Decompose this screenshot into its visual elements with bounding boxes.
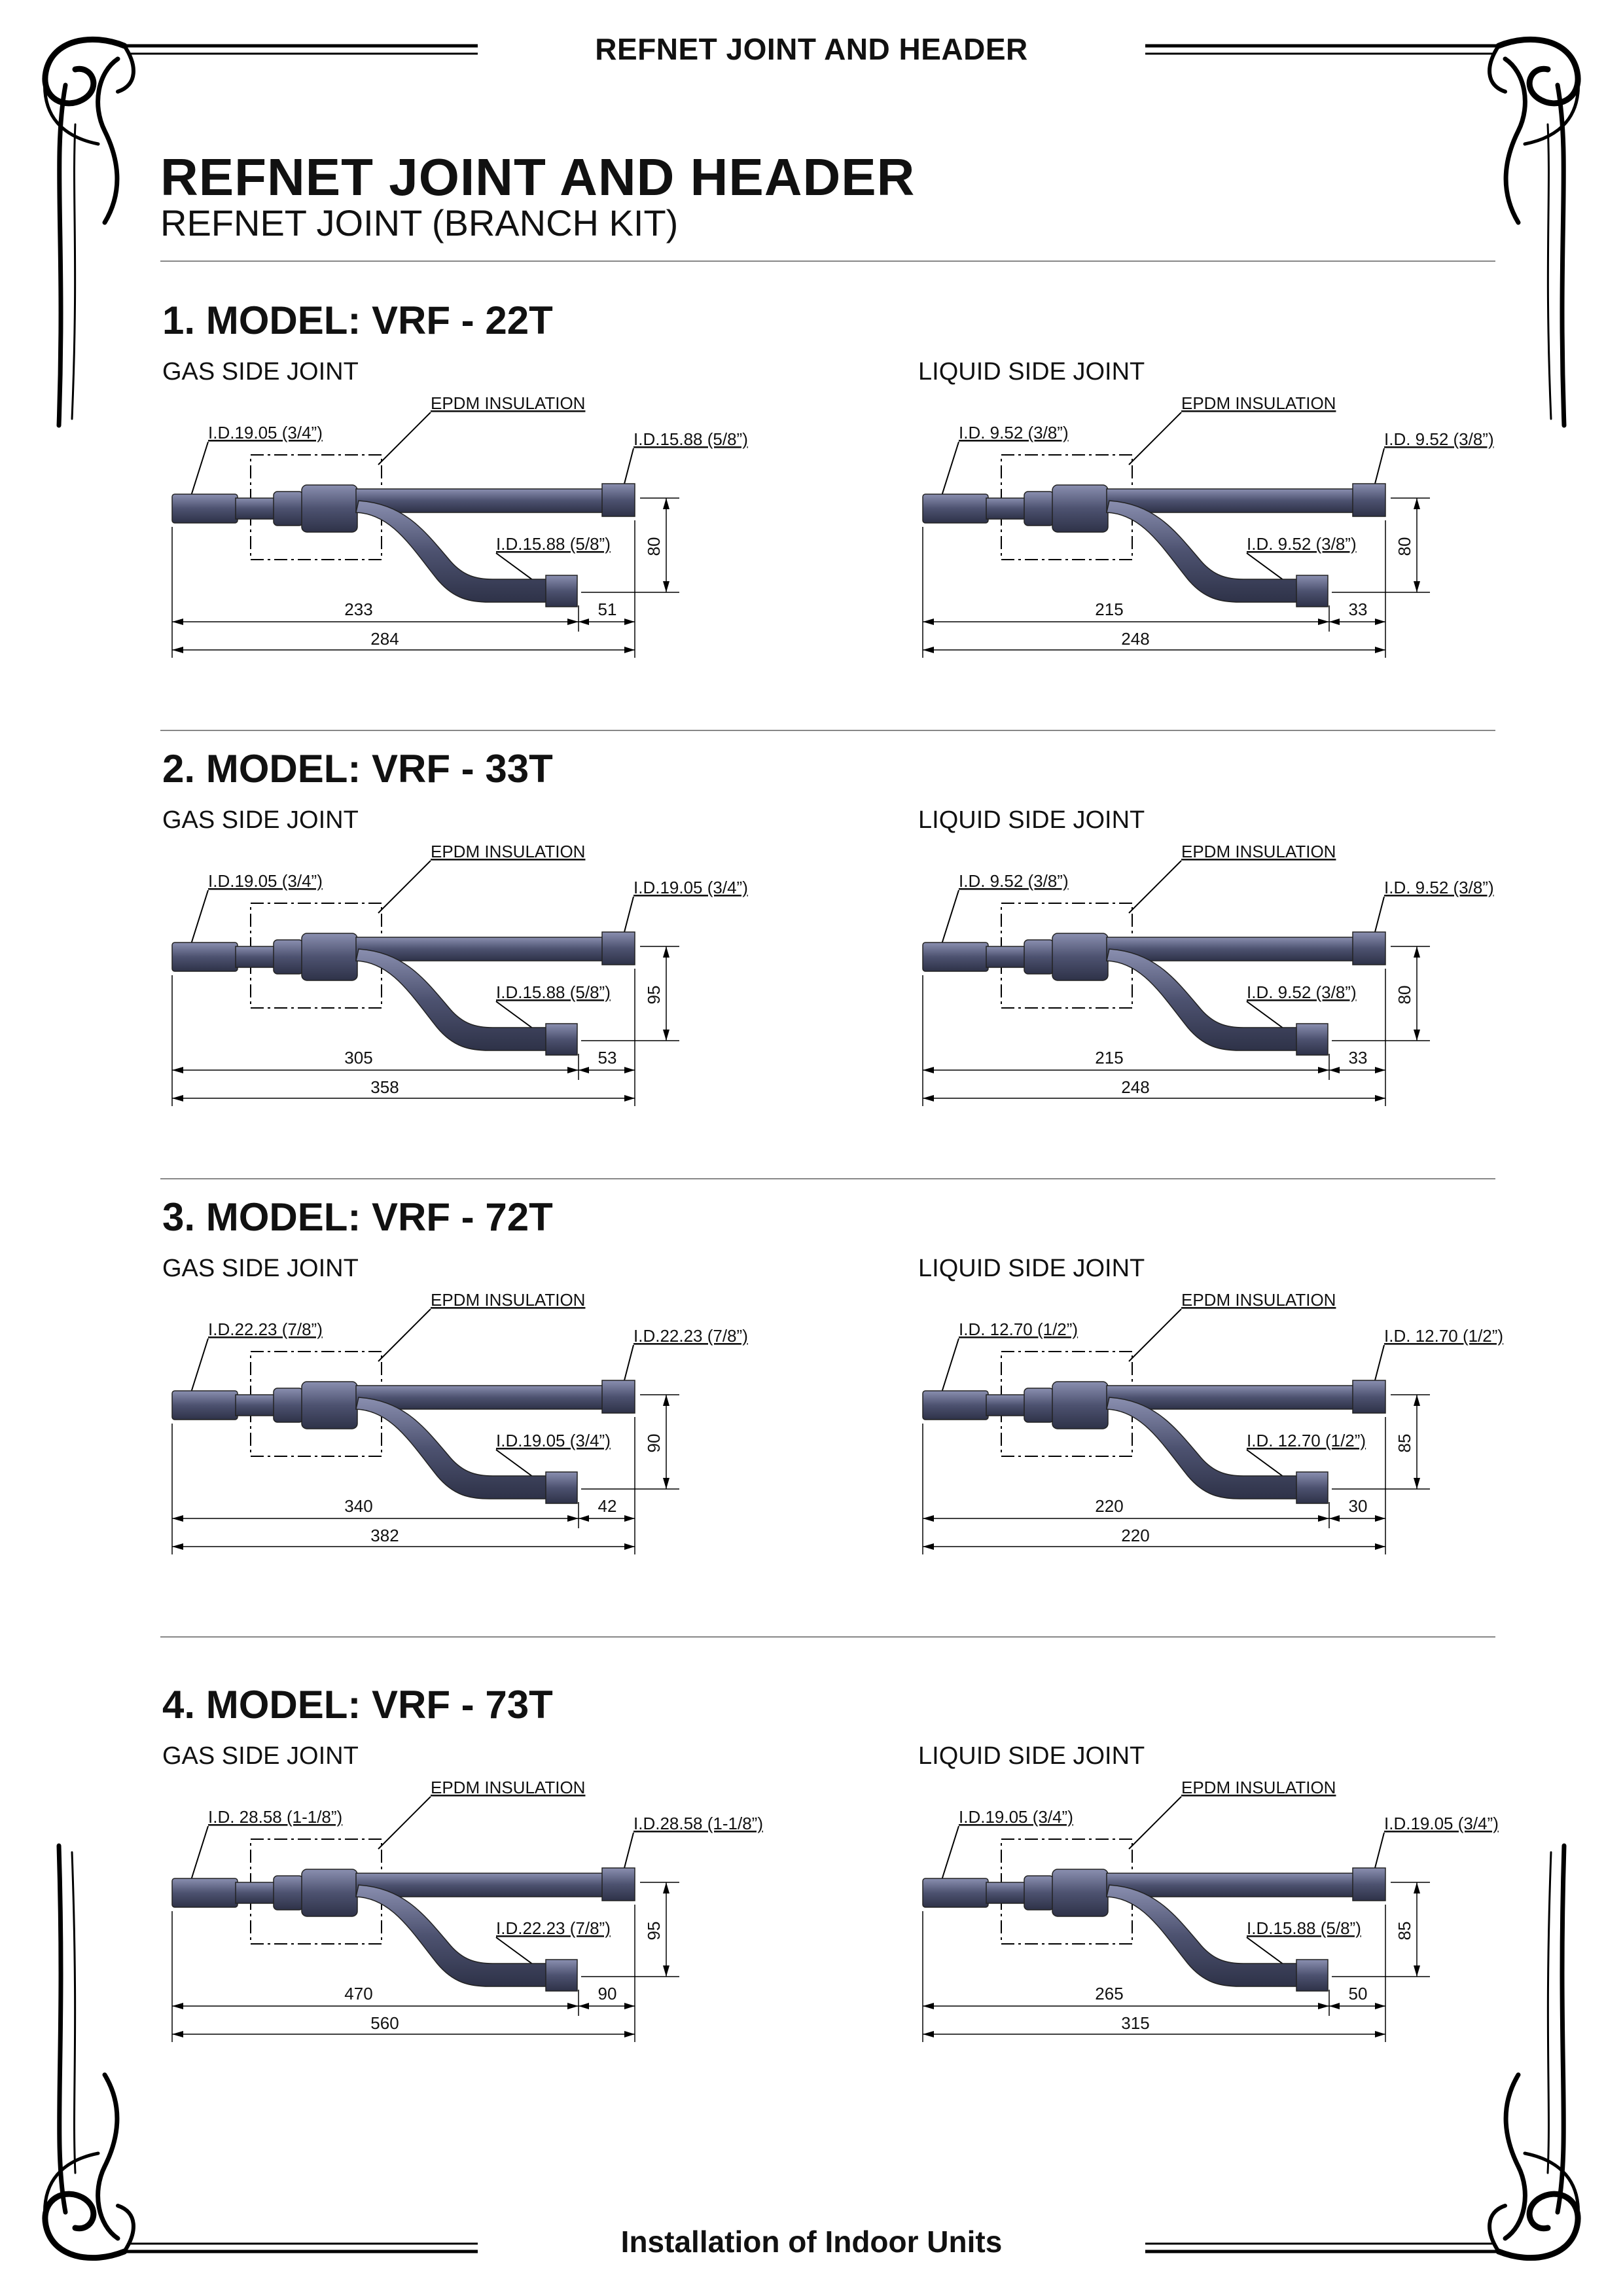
- epdm-insulation-label: EPDM INSULATION: [1181, 842, 1336, 861]
- main-outlet-diameter-label: I.D. 12.70 (1/2”): [1384, 1326, 1504, 1346]
- dimension-arrows: [172, 1882, 669, 2037]
- epdm-insulation-label: EPDM INSULATION: [431, 393, 586, 413]
- gas-side-joint-diagram: [162, 1774, 791, 2049]
- offset-dimension: 80: [1395, 985, 1414, 1005]
- branch-length-dimension: 265: [1095, 1984, 1124, 2003]
- main-outlet-diameter-label: I.D.19.05 (3/4”): [633, 878, 748, 897]
- dimension-lines: [172, 1882, 679, 2042]
- branch-outlet-diameter-label: I.D. 9.52 (3/8”): [1247, 534, 1357, 554]
- inlet-diameter-label: I.D.19.05 (3/4”): [959, 1807, 1073, 1827]
- inlet-diameter-label: I.D. 12.70 (1/2”): [959, 1319, 1079, 1339]
- offset-dimension: 95: [644, 985, 664, 1005]
- dimension-arrows: [923, 1395, 1420, 1550]
- offset-dimension: 80: [644, 537, 664, 556]
- offset-dimension: 85: [1395, 1433, 1414, 1453]
- tail-length-dimension: 33: [1348, 600, 1368, 619]
- main-outlet-diameter-label: I.D.15.88 (5/8”): [633, 429, 748, 449]
- gas-side-joint-diagram: [162, 1286, 791, 1561]
- page-title: REFNET JOINT AND HEADER: [160, 148, 916, 206]
- liquid-side-joint-label: LIQUID SIDE JOINT: [918, 1742, 1145, 1770]
- branch-length-dimension: 305: [344, 1048, 373, 1067]
- model-title: 4. MODEL: VRF - 73T: [162, 1683, 553, 1727]
- epdm-insulation-label: EPDM INSULATION: [431, 842, 586, 861]
- epdm-insulation-label: EPDM INSULATION: [1181, 1778, 1336, 1797]
- epdm-insulation-label: EPDM INSULATION: [431, 1290, 586, 1310]
- dimension-lines: [172, 1395, 679, 1554]
- dimension-lines: [923, 1395, 1430, 1554]
- inlet-diameter-label: I.D. 9.52 (3/8”): [959, 423, 1069, 442]
- running-footer: Installation of Indoor Units: [620, 2225, 1003, 2259]
- offset-dimension: 85: [1395, 1921, 1414, 1941]
- liquid-side-joint-label: LIQUID SIDE JOINT: [918, 1255, 1145, 1282]
- inlet-diameter-label: I.D. 9.52 (3/8”): [959, 871, 1069, 891]
- tail-length-dimension: 53: [597, 1048, 617, 1067]
- dimension-lines: [923, 498, 1430, 658]
- epdm-insulation-label: EPDM INSULATION: [1181, 1290, 1336, 1310]
- branch-length-dimension: 215: [1095, 600, 1124, 619]
- section-divider: [160, 1178, 1495, 1179]
- page-subtitle: REFNET JOINT (BRANCH KIT): [160, 202, 679, 243]
- branch-length-dimension: 215: [1095, 1048, 1124, 1067]
- inlet-diameter-label: I.D.19.05 (3/4”): [208, 871, 323, 891]
- total-length-dimension: 358: [370, 1077, 399, 1097]
- branch-outlet-diameter-label: I.D. 12.70 (1/2”): [1247, 1431, 1366, 1450]
- dimension-arrows: [923, 1882, 1420, 2037]
- total-length-dimension: 284: [370, 629, 399, 649]
- branch-length-dimension: 233: [344, 600, 373, 619]
- tail-length-dimension: 51: [597, 600, 617, 619]
- corner-ornament-top-right: [1145, 26, 1597, 432]
- main-outlet-diameter-label: I.D.28.58 (1-1/8”): [633, 1814, 763, 1833]
- gas-side-joint-diagram: [162, 389, 791, 664]
- tail-length-dimension: 90: [597, 1984, 617, 2003]
- total-length-dimension: 315: [1121, 2013, 1150, 2033]
- running-header: REFNET JOINT AND HEADER: [595, 32, 1028, 66]
- section-divider: [160, 1636, 1495, 1638]
- section-divider: [160, 730, 1495, 731]
- liquid-side-joint-diagram: [913, 1774, 1541, 2049]
- gas-side-joint-label: GAS SIDE JOINT: [162, 806, 359, 834]
- main-outlet-diameter-label: I.D.19.05 (3/4”): [1384, 1814, 1499, 1833]
- tail-length-dimension: 33: [1348, 1048, 1368, 1067]
- branch-length-dimension: 220: [1095, 1496, 1124, 1516]
- dimension-arrows: [172, 946, 669, 1102]
- offset-dimension: 95: [644, 1921, 664, 1941]
- dimension-lines: [172, 946, 679, 1106]
- epdm-insulation-label: EPDM INSULATION: [1181, 393, 1336, 413]
- dimension-arrows: [923, 498, 1420, 653]
- title-divider: [160, 260, 1495, 262]
- inlet-diameter-label: I.D.22.23 (7/8”): [208, 1319, 323, 1339]
- branch-outlet-diameter-label: I.D.15.88 (5/8”): [496, 982, 611, 1002]
- total-length-dimension: 248: [1121, 1077, 1150, 1097]
- branch-outlet-diameter-label: I.D. 9.52 (3/8”): [1247, 982, 1357, 1002]
- liquid-side-joint-label: LIQUID SIDE JOINT: [918, 358, 1145, 386]
- inlet-diameter-label: I.D. 28.58 (1-1/8”): [208, 1807, 343, 1827]
- tail-length-dimension: 50: [1348, 1984, 1368, 2003]
- liquid-side-joint-label: LIQUID SIDE JOINT: [918, 806, 1145, 834]
- total-length-dimension: 560: [370, 2013, 399, 2033]
- liquid-side-joint-diagram: [913, 838, 1541, 1113]
- gas-side-joint-diagram: [162, 838, 791, 1113]
- branch-outlet-diameter-label: I.D.22.23 (7/8”): [496, 1918, 611, 1938]
- tail-length-dimension: 30: [1348, 1496, 1368, 1516]
- gas-side-joint-label: GAS SIDE JOINT: [162, 1742, 359, 1770]
- offset-dimension: 80: [1395, 537, 1414, 556]
- tail-length-dimension: 42: [597, 1496, 617, 1516]
- branch-outlet-diameter-label: I.D.19.05 (3/4”): [496, 1431, 611, 1450]
- branch-length-dimension: 340: [344, 1496, 373, 1516]
- inlet-diameter-label: I.D.19.05 (3/4”): [208, 423, 323, 442]
- dimension-lines: [172, 498, 679, 658]
- branch-outlet-diameter-label: I.D.15.88 (5/8”): [1247, 1918, 1361, 1938]
- gas-side-joint-label: GAS SIDE JOINT: [162, 1255, 359, 1282]
- epdm-insulation-label: EPDM INSULATION: [431, 1778, 586, 1797]
- dimension-arrows: [172, 498, 669, 653]
- dimension-arrows: [172, 1395, 669, 1550]
- total-length-dimension: 220: [1121, 1526, 1150, 1545]
- dimension-lines: [923, 946, 1430, 1106]
- gas-side-joint-label: GAS SIDE JOINT: [162, 358, 359, 386]
- total-length-dimension: 248: [1121, 629, 1150, 649]
- model-title: 1. MODEL: VRF - 22T: [162, 298, 553, 342]
- main-outlet-diameter-label: I.D. 9.52 (3/8”): [1384, 878, 1494, 897]
- branch-length-dimension: 470: [344, 1984, 373, 2003]
- main-outlet-diameter-label: I.D.22.23 (7/8”): [633, 1326, 748, 1346]
- total-length-dimension: 382: [370, 1526, 399, 1545]
- model-title: 3. MODEL: VRF - 72T: [162, 1195, 553, 1239]
- dimension-arrows: [923, 946, 1420, 1102]
- dimension-lines: [923, 1882, 1430, 2042]
- model-title: 2. MODEL: VRF - 33T: [162, 747, 553, 791]
- branch-outlet-diameter-label: I.D.15.88 (5/8”): [496, 534, 611, 554]
- offset-dimension: 90: [644, 1433, 664, 1453]
- main-outlet-diameter-label: I.D. 9.52 (3/8”): [1384, 429, 1494, 449]
- liquid-side-joint-diagram: [913, 1286, 1541, 1561]
- liquid-side-joint-diagram: [913, 389, 1541, 664]
